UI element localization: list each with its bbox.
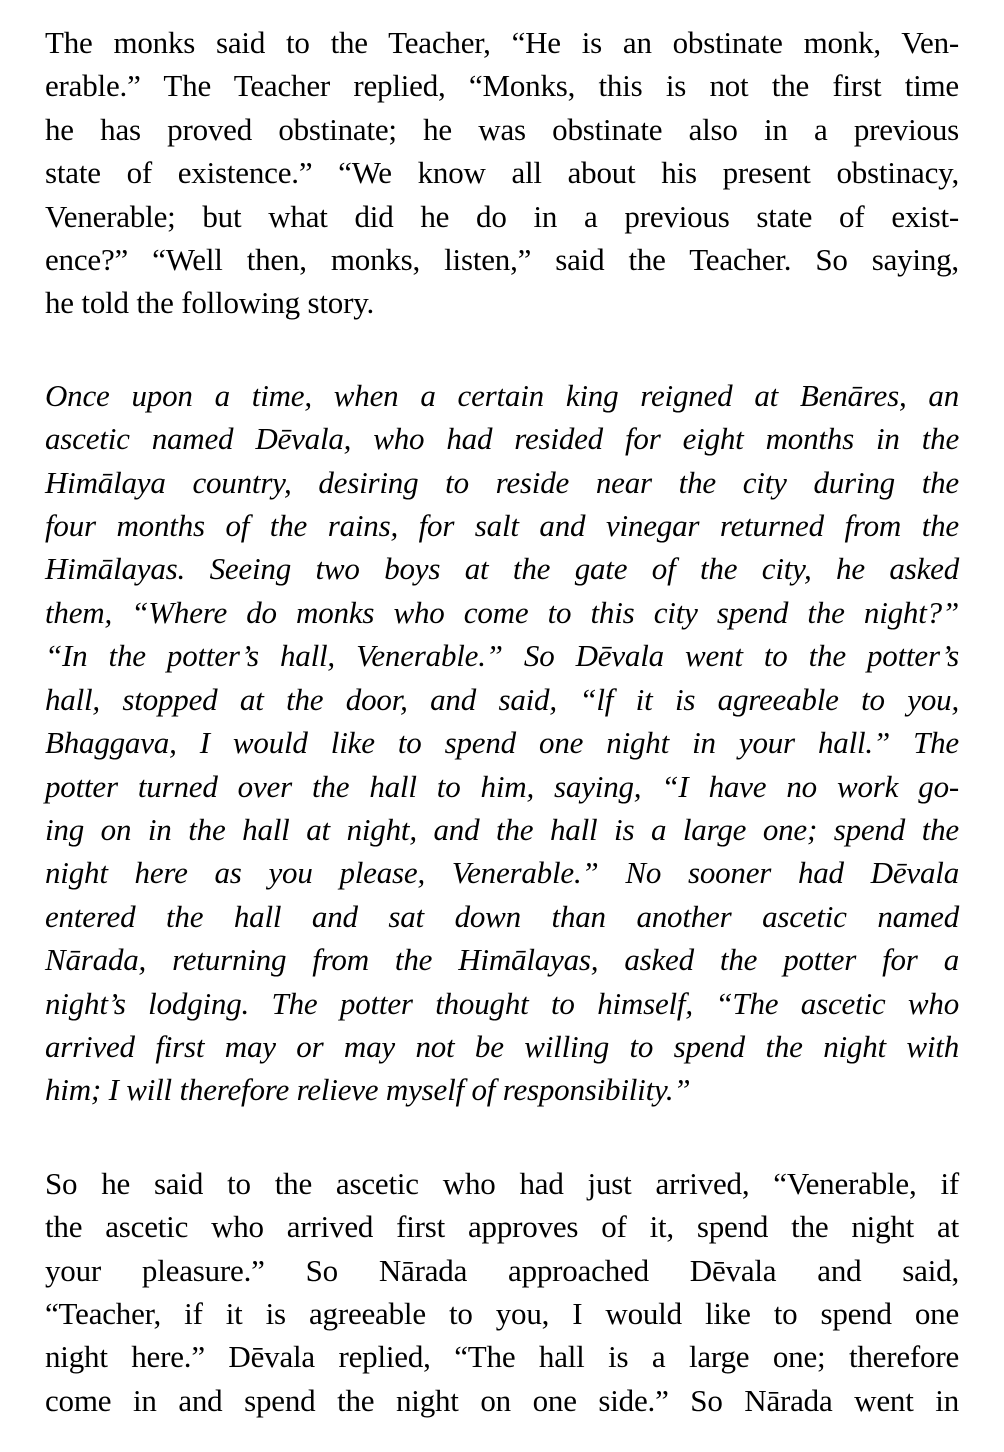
text-line: ascetic named Dēvala, who had resided for eight months in the: [45, 421, 959, 457]
text-line: he told the following story.: [45, 285, 375, 321]
text-line: So he said to the ascetic who had just arrived, “Venerable, if: [45, 1165, 959, 1201]
paragraph-story-italic: [45, 374, 959, 1112]
text-line: four months of the rains, for salt and vinegar returned from the: [45, 508, 959, 544]
text-line: hall, stopped at the door, and said, “lf it is agreeable to you,: [45, 681, 959, 717]
text-line: ing on in the hall at night, and the hall is a large one; spend the: [45, 811, 959, 847]
text-line: Himālayas. Seeing two boys at the gate of the city, he asked: [45, 551, 959, 587]
text-line: “Teacher, if it is agreeable to you, I would like to spend one: [45, 1295, 959, 1331]
text-line: the ascetic who arrived first approves of it, spend the night at: [45, 1209, 959, 1245]
text-line: night here as you please, Venerable.” No sooner had Dēvala: [45, 855, 959, 891]
text-line: come in and spend the night on one side.” So Nārada went in: [45, 1382, 959, 1418]
text-line: “In the potter’s hall, Venerable.” So Dēvala went to the potter’s: [45, 638, 959, 674]
text-line: entered the hall and sat down than another ascetic named: [45, 898, 959, 934]
text-line: potter turned over the hall to him, saying, “I have no work go-: [45, 768, 959, 804]
text-line: them, “Where do monks who come to this city spend the night?”: [45, 594, 959, 630]
text-line: Himālaya country, desiring to reside near the city during the: [45, 464, 959, 500]
text-line: ence?” “Well then, monks, listen,” said the Teacher. So saying,: [45, 242, 959, 278]
text-line: Once upon a time, when a certain king reigned at Benāres, an: [45, 377, 959, 413]
text-line: Nārada, returning from the Himālayas, asked the potter for a: [45, 942, 959, 978]
text-line: night here.” Dēvala replied, “The hall is a large one; therefore: [45, 1339, 959, 1375]
text-line: your pleasure.” So Nārada approached Dēvala and said,: [45, 1252, 959, 1288]
paragraph-dialogue: [45, 21, 959, 325]
paragraph-dialogue-2: [45, 1162, 959, 1422]
text-line: Bhaggava, I would like to spend one night in your hall.” The: [45, 725, 959, 761]
text-line: he has proved obstinate; he was obstinate also in a previous: [45, 111, 959, 147]
text-line: state of existence.” “We know all about his present obstinacy,: [45, 155, 959, 191]
text-line: him; I will therefore relieve myself of responsibility.”: [45, 1072, 691, 1108]
text-line: Venerable; but what did he do in a previous state of exist-: [45, 198, 959, 234]
text-line: The monks said to the Teacher, “He is an obstinate monk, Ven-: [45, 25, 959, 60]
text-line: erable.” The Teacher replied, “Monks, this is not the first time: [45, 68, 959, 104]
text-line: night’s lodging. The potter thought to himself, “The ascetic who: [45, 985, 959, 1021]
text-line: arrived first may or may not be willing to spend the night with: [45, 1028, 959, 1064]
